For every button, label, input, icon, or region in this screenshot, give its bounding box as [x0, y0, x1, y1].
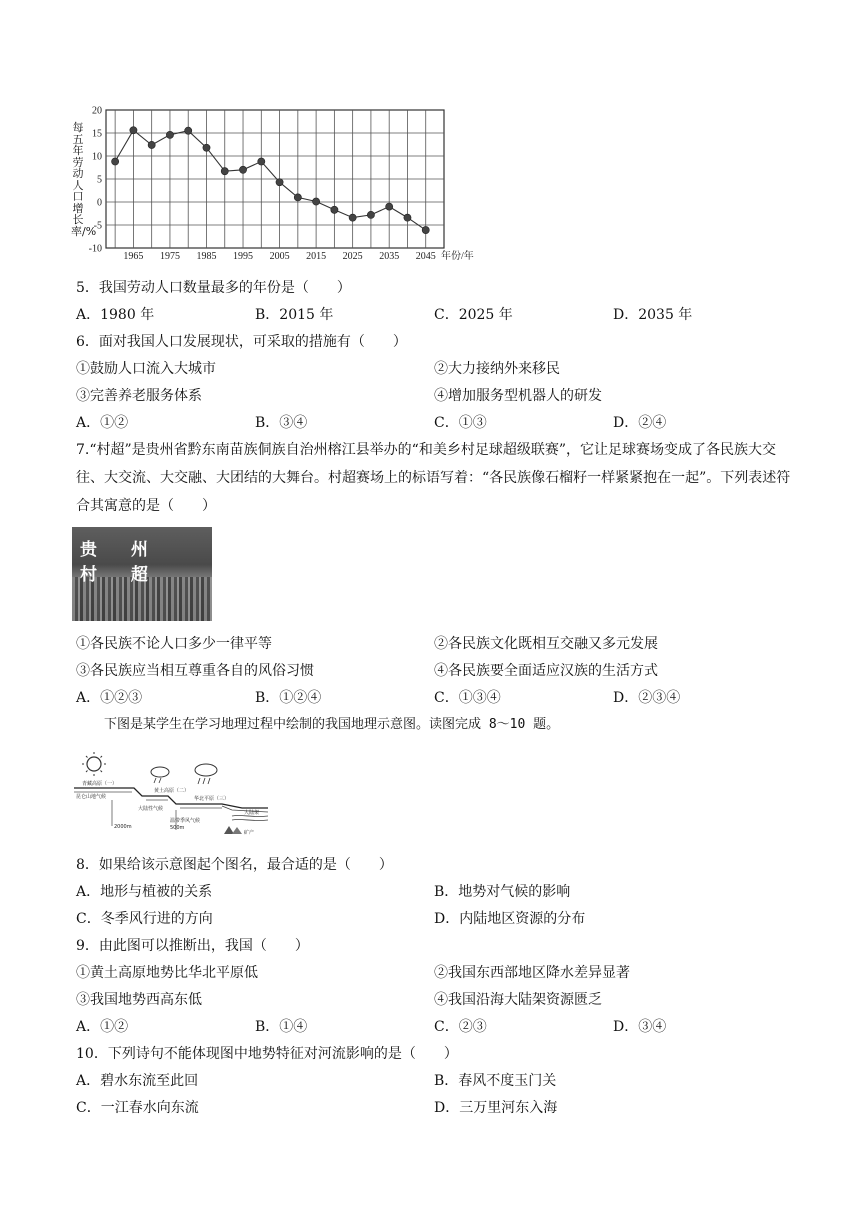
x-tick-label: 1985 — [196, 251, 217, 262]
y-tick-label: -5 — [93, 220, 102, 232]
label-qingzang: 青藏高原（一） — [82, 781, 118, 787]
terrain-sketch — [72, 748, 272, 842]
label-2000m: 2000m — [114, 824, 132, 830]
label-kunlun: 昆仑山地气候 — [76, 794, 107, 800]
data-point — [313, 198, 320, 205]
q9-option-d[interactable]: D．③④ — [613, 1019, 667, 1035]
data-point — [185, 127, 192, 134]
x-tick-label: 2045 — [415, 251, 436, 262]
data-point — [148, 141, 155, 148]
section-intro: 下图是某学生在学习地理过程中绘制的我国地理示意图。读图完成 8～10 题。 — [104, 717, 560, 732]
data-point — [331, 206, 338, 213]
data-point — [404, 214, 411, 221]
y-axis-label: 每五年劳动人口增长率/% — [71, 121, 97, 238]
cloud-icon — [151, 764, 217, 777]
q9-option-a[interactable]: A．①② — [76, 1019, 129, 1035]
data-point — [166, 131, 173, 138]
q6-option-c[interactable]: C．①③ — [434, 415, 487, 431]
data-point — [276, 179, 283, 186]
x-tick-label: 2035 — [379, 251, 400, 262]
q7-item-4: ④各民族要全面适应汉族的生活方式 — [434, 663, 658, 679]
photo-banner-text: 贵 州 村 超 — [80, 540, 162, 585]
q7-option-d[interactable]: D．②③④ — [613, 690, 681, 706]
x-tick-label: 2025 — [342, 251, 363, 262]
q9-item-1: ①黄土高原地势比华北平原低 — [76, 965, 258, 981]
y-tick-label: 15 — [92, 128, 102, 140]
data-point — [239, 166, 246, 173]
q10-option-b[interactable]: B．春风不度玉门关 — [434, 1073, 557, 1089]
x-tick-label: 1975 — [159, 251, 180, 262]
y-tick-label: -10 — [88, 243, 102, 255]
y-tick-label: 0 — [97, 197, 102, 209]
q7-item-1: ①各民族不论人口多少一律平等 — [76, 636, 272, 652]
y-tick-label: 5 — [97, 174, 102, 186]
q9-stem: 9．由此图可以推断出，我国（ ） — [76, 938, 309, 954]
label-huabei: 华北平原（三） — [194, 796, 230, 802]
data-point — [221, 168, 228, 175]
data-point — [258, 158, 265, 165]
data-point — [367, 211, 374, 218]
x-tick-label: 1995 — [233, 251, 254, 262]
label-mineral: 矿产 — [244, 830, 255, 836]
q10-option-c[interactable]: C．一江春水向东流 — [76, 1100, 199, 1116]
x-tick-label: 2005 — [269, 251, 290, 262]
q6-item-3: ③完善养老服务体系 — [76, 388, 202, 404]
x-tick-label: 1965 — [123, 251, 144, 262]
x-tick-label: 2015 — [306, 251, 327, 262]
series-line — [115, 130, 426, 230]
q8-option-c[interactable]: C．冬季风行进的方向 — [76, 911, 213, 927]
q5-option-a[interactable]: A．1980 年 — [76, 307, 155, 323]
q6-option-b[interactable]: B．③④ — [255, 415, 308, 431]
q9-item-4: ④我国沿海大陆架资源匮乏 — [434, 992, 602, 1008]
q10-option-d[interactable]: D．三万里河东入海 — [434, 1100, 558, 1116]
q8-stem: 8．如果给该示意图起个图名，最合适的是（ ） — [76, 857, 393, 873]
q10-option-a[interactable]: A．碧水东流至此回 — [76, 1073, 199, 1089]
data-point — [386, 203, 393, 210]
q5-option-d[interactable]: D．2035 年 — [613, 307, 693, 323]
q6-option-d[interactable]: D．②④ — [613, 415, 667, 431]
label-continental: 大陆性气候 — [138, 806, 164, 812]
q6-option-a[interactable]: A．①② — [76, 415, 129, 431]
q7-option-a[interactable]: A．①②③ — [76, 690, 143, 706]
q5-option-b[interactable]: B．2015 年 — [255, 307, 334, 323]
q6-stem: 6．面对我国人口发展现状，可采取的措施有（ ） — [76, 334, 407, 350]
label-500m: 500m — [170, 825, 185, 831]
q5-option-c[interactable]: C．2025 年 — [434, 307, 513, 323]
label-huangtu: 黄土高原（二） — [154, 788, 190, 794]
q6-item-1: ①鼓励人口流入大城市 — [76, 361, 216, 377]
data-point — [130, 127, 137, 134]
label-shelf: 大陆架 — [244, 810, 260, 816]
q6-item-2: ②大力接纳外来移民 — [434, 361, 560, 377]
y-tick-label: 20 — [92, 105, 102, 117]
q7-item-3: ③各民族应当相互尊重各自的风俗习惯 — [76, 663, 314, 679]
q7-option-c[interactable]: C．①③④ — [434, 690, 501, 706]
q9-option-b[interactable]: B．①④ — [255, 1019, 308, 1035]
q8-option-b[interactable]: B．地势对气候的影响 — [434, 884, 571, 900]
x-axis-label: 年份/年 — [441, 251, 474, 262]
data-point — [422, 226, 429, 233]
y-tick-label: 10 — [92, 151, 102, 163]
q8-option-d[interactable]: D．内陆地区资源的分布 — [434, 911, 586, 927]
label-monsoon: 温带季风气候 — [170, 818, 201, 824]
village-super-league-photo — [72, 527, 212, 621]
data-point — [349, 214, 356, 221]
q7-stem: 7.“村超”是贵州省黔东南苗族侗族自治州榕江县举办的“和美乡村足球超级联赛”，它让足球赛场变成了各民族大交往、大交流、大交融、大团结的大舞台。村超赛场上的标语写着：“各民族像石榴籽一样紧紧抱在一起”。下列表述符合其寓意的是（ ） — [76, 442, 791, 514]
q7-item-2: ②各民族文化既相互交融又多元发展 — [434, 636, 658, 652]
q9-item-2: ②我国东西部地区降水差异显著 — [434, 965, 630, 981]
data-point — [294, 194, 301, 201]
q5-stem: 5．我国劳动人口数量最多的年份是（ ） — [76, 280, 351, 296]
q10-stem: 10．下列诗句不能体现图中地势特征对河流影响的是（ ） — [76, 1046, 458, 1062]
chart-svg — [0, 0, 860, 270]
q7-option-b[interactable]: B．①②④ — [255, 690, 322, 706]
q8-option-a[interactable]: A．地形与植被的关系 — [76, 884, 213, 900]
data-point — [112, 158, 119, 165]
q9-item-3: ③我国地势西高东低 — [76, 992, 202, 1008]
q9-option-c[interactable]: C．②③ — [434, 1019, 487, 1035]
q6-item-4: ④增加服务型机器人的研发 — [434, 388, 602, 404]
data-point — [203, 144, 210, 151]
sun-icon — [87, 757, 101, 771]
